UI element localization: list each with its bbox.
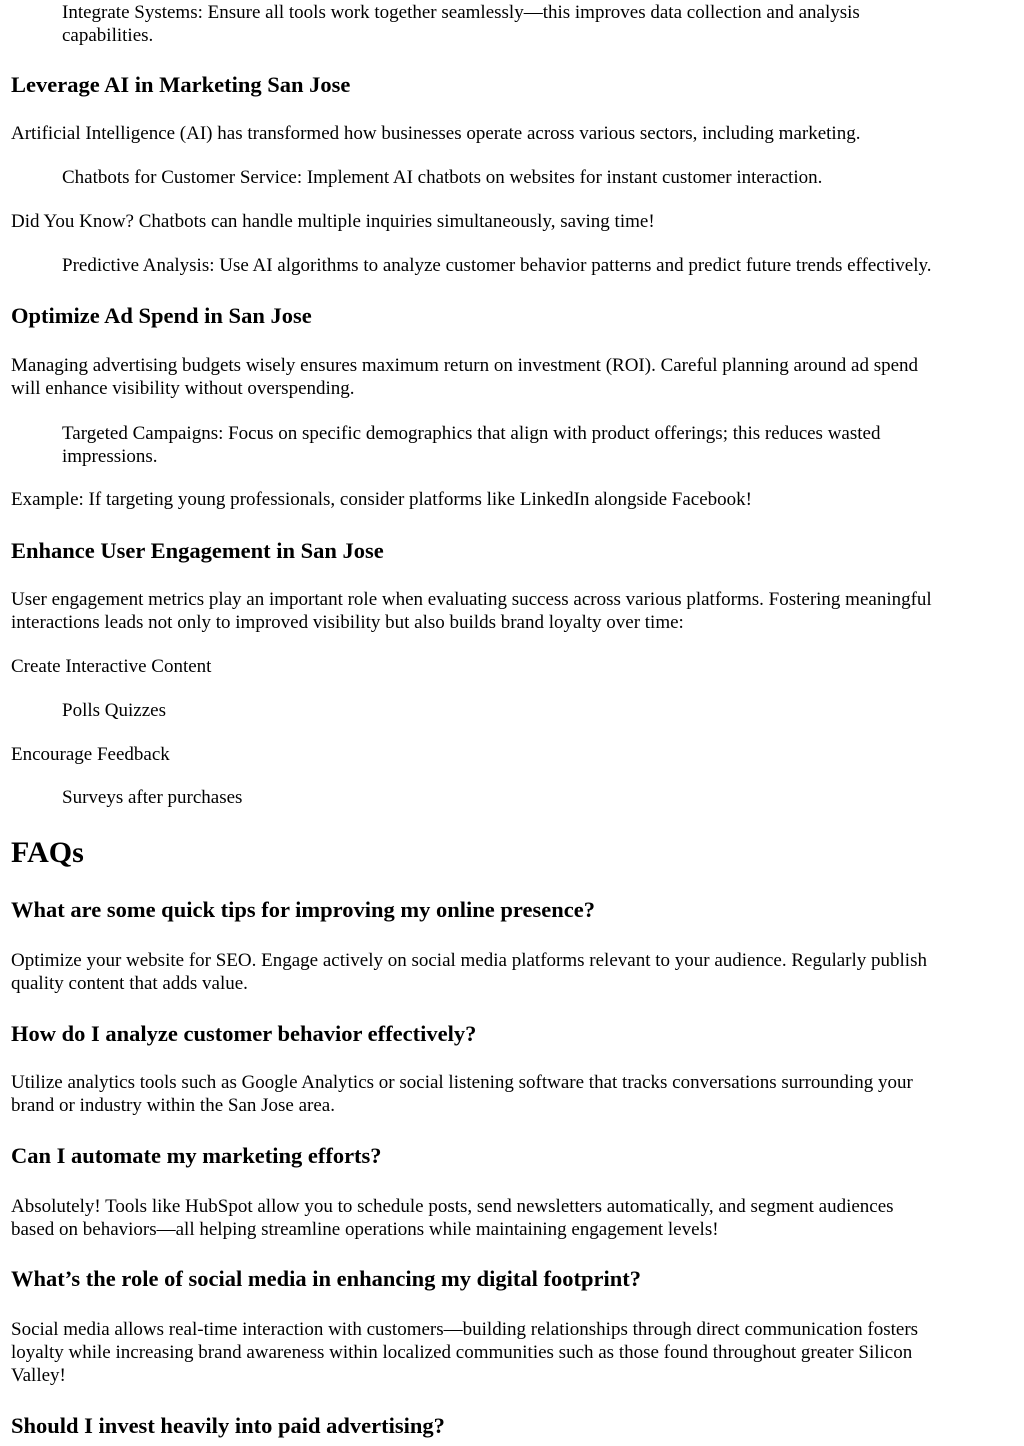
heading-optimize-ad-spend: Optimize Ad Spend in San Jose [11, 303, 312, 328]
engagement-subitem-polls: Polls Quizzes [62, 700, 166, 721]
faq-answer-1-line1: Optimize your website for SEO. Engage actively on social media platforms relevant to your audience. Regularly publish [11, 950, 927, 971]
engagement-item-feedback: Encourage Feedback [11, 744, 170, 765]
faq-answer-4-line3: Valley! [11, 1365, 66, 1386]
heading-leverage-ai: Leverage AI in Marketing San Jose [11, 72, 351, 97]
faq-question-1: What are some quick tips for improving my online presence? [11, 897, 595, 922]
chatbots-item: Chatbots for Customer Service: Implement AI chatbots on websites for instant customer interaction. [62, 167, 823, 188]
faq-question-5: Should I invest heavily into paid advertising? [11, 1413, 445, 1438]
integrate-systems-line1: Integrate Systems: Ensure all tools work together seamlessly—this improves data collection and analysis [62, 2, 860, 23]
optimize-ad-intro-line1: Managing advertising budgets wisely ensures maximum return on investment (ROI). Careful planning around ad spend [11, 355, 919, 376]
faq-question-4: What’s the role of social media in enhancing my digital footprint? [11, 1266, 641, 1291]
example-note: Example: If targeting young professionals, consider platforms like LinkedIn alongside Facebook! [11, 489, 752, 510]
engagement-subitem-surveys: Surveys after purchases [62, 787, 243, 808]
targeted-campaigns-line1: Targeted Campaigns: Focus on specific demographics that align with product offerings; this reduces wasted [62, 423, 881, 444]
leverage-ai-intro: Artificial Intelligence (AI) has transformed how businesses operate across various sectors, including marketing. [11, 123, 861, 144]
faq-answer-1-line2: quality content that adds value. [11, 973, 248, 994]
faq-answer-3-line1: Absolutely! Tools like HubSpot allow you to schedule posts, send newsletters automatically, and segment audiences [11, 1196, 894, 1217]
optimize-ad-intro-line2: will enhance visibility without overspending. [11, 378, 355, 399]
faq-question-2: How do I analyze customer behavior effectively? [11, 1021, 477, 1046]
heading-enhance-engagement: Enhance User Engagement in San Jose [11, 538, 384, 563]
engagement-intro-line2: interactions leads not only to improved visibility but also builds brand loyalty over time: [11, 612, 684, 633]
faq-answer-4-line2: loyalty while increasing brand awareness within localized communities such as those found throughout greater Silicon [11, 1342, 913, 1363]
engagement-intro-line1: User engagement metrics play an important role when evaluating success across various platforms. Fostering meaningful [11, 589, 932, 610]
faq-answer-2-line1: Utilize analytics tools such as Google Analytics or social listening software that tracks conversations surrounding your [11, 1072, 913, 1093]
did-you-know-note: Did You Know? Chatbots can handle multiple inquiries simultaneously, saving time! [11, 211, 655, 232]
faq-answer-2-line2: brand or industry within the San Jose area. [11, 1095, 335, 1116]
engagement-item-interactive-content: Create Interactive Content [11, 656, 212, 677]
targeted-campaigns-line2: impressions. [62, 446, 158, 467]
faqs-title: FAQs [11, 836, 84, 869]
predictive-analysis-item: Predictive Analysis: Use AI algorithms to analyze customer behavior patterns and predict future trends effectively. [62, 255, 932, 276]
faq-answer-3-line2: based on behaviors—all helping streamline operations while maintaining engagement levels! [11, 1219, 719, 1240]
faq-question-3: Can I automate my marketing efforts? [11, 1143, 382, 1168]
integrate-systems-line2: capabilities. [62, 25, 154, 46]
faq-answer-4-line1: Social media allows real-time interaction with customers—building relationships through direct communication fosters [11, 1319, 919, 1340]
